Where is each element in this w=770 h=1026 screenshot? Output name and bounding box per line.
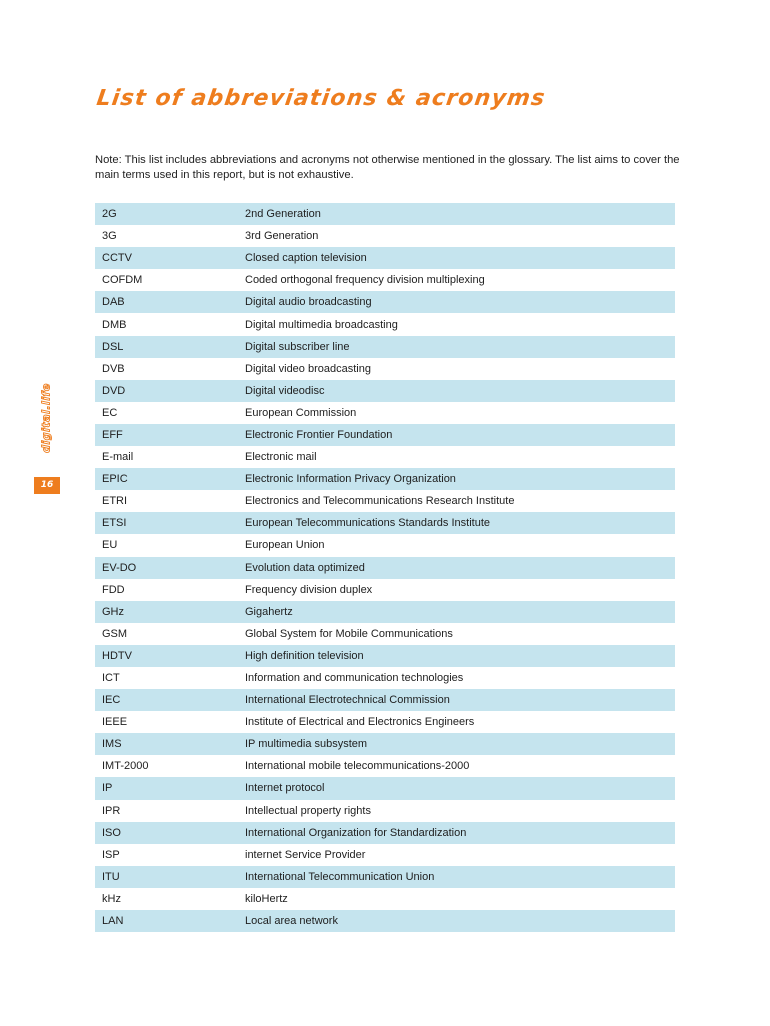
abbreviation-cell: EV-DO xyxy=(95,557,238,579)
table-row xyxy=(95,866,675,888)
meaning-cell: Digital multimedia broadcasting xyxy=(238,313,675,335)
page-number: 16 xyxy=(34,477,60,494)
meaning-cell: Electronic mail xyxy=(238,446,675,468)
meaning-cell: Gigahertz xyxy=(238,601,675,623)
meaning-cell: Frequency division duplex xyxy=(238,579,675,601)
abbreviation-cell: GHz xyxy=(95,601,238,623)
table-row xyxy=(95,601,675,623)
table-row xyxy=(95,446,675,468)
abbreviation-cell: IMT-2000 xyxy=(95,755,238,777)
table-row xyxy=(95,844,675,866)
abbreviations-table-body xyxy=(95,203,675,932)
table-row xyxy=(95,203,675,225)
abbreviation-cell: IP xyxy=(95,777,238,799)
meaning-cell: 3rd Generation xyxy=(238,225,675,247)
abbreviation-cell: DMB xyxy=(95,313,238,335)
table-row xyxy=(95,247,675,269)
table-row xyxy=(95,667,675,689)
meaning-cell: European Union xyxy=(238,534,675,556)
meaning-cell: Electronic Information Privacy Organization xyxy=(238,468,675,490)
table-row xyxy=(95,645,675,667)
table-row xyxy=(95,225,675,247)
meaning-cell: Closed caption television xyxy=(238,247,675,269)
meaning-cell: Electronics and Telecommunications Research Institute xyxy=(238,490,675,512)
abbreviation-cell: HDTV xyxy=(95,645,238,667)
abbreviation-cell: IEC xyxy=(95,689,238,711)
meaning-cell: European Commission xyxy=(238,402,675,424)
abbreviation-cell: kHz xyxy=(95,888,238,910)
abbreviation-cell: GSM xyxy=(95,623,238,645)
table-row xyxy=(95,557,675,579)
meaning-cell: Coded orthogonal frequency division multiplexing xyxy=(238,269,675,291)
table-row xyxy=(95,380,675,402)
abbreviations-table xyxy=(95,203,675,932)
meaning-cell: International Telecommunication Union xyxy=(238,866,675,888)
abbreviation-cell: DVB xyxy=(95,358,238,380)
table-row xyxy=(95,402,675,424)
abbreviation-cell: COFDM xyxy=(95,269,238,291)
abbreviation-cell: IPR xyxy=(95,800,238,822)
meaning-cell: Digital video broadcasting xyxy=(238,358,675,380)
table-row xyxy=(95,777,675,799)
abbreviation-cell: DVD xyxy=(95,380,238,402)
table-row xyxy=(95,358,675,380)
meaning-cell: Evolution data optimized xyxy=(238,557,675,579)
table-row xyxy=(95,490,675,512)
abbreviation-cell: ISO xyxy=(95,822,238,844)
table-row xyxy=(95,336,675,358)
meaning-cell: Information and communication technologies xyxy=(238,667,675,689)
meaning-cell: internet Service Provider xyxy=(238,844,675,866)
table-row xyxy=(95,733,675,755)
abbreviation-cell: 3G xyxy=(95,225,238,247)
meaning-cell: High definition television xyxy=(238,645,675,667)
note-text: Note: This list includes abbreviations and acronyms not otherwise mentioned in the glossary. The list aims to cover the main terms used in this report, but is not exhaustive. xyxy=(95,154,680,181)
abbreviation-cell: ICT xyxy=(95,667,238,689)
abbreviation-cell: EU xyxy=(95,534,238,556)
abbreviation-cell: ETRI xyxy=(95,490,238,512)
meaning-cell: Local area network xyxy=(238,910,675,932)
meaning-cell: European Telecommunications Standards Institute xyxy=(238,512,675,534)
table-row xyxy=(95,689,675,711)
table-row xyxy=(95,291,675,313)
page-title: List of abbreviations & acronyms xyxy=(95,86,548,111)
abbreviation-cell: 2G xyxy=(95,203,238,225)
meaning-cell: Digital audio broadcasting xyxy=(238,291,675,313)
table-row xyxy=(95,313,675,335)
meaning-cell: Internet protocol xyxy=(238,777,675,799)
meaning-cell: International Electrotechnical Commission xyxy=(238,689,675,711)
abbreviation-cell: FDD xyxy=(95,579,238,601)
table-row xyxy=(95,468,675,490)
table-row xyxy=(95,800,675,822)
abbreviation-cell: CCTV xyxy=(95,247,238,269)
abbreviation-cell: DSL xyxy=(95,336,238,358)
table-row xyxy=(95,512,675,534)
abbreviation-cell: ETSI xyxy=(95,512,238,534)
abbreviation-cell: EC xyxy=(95,402,238,424)
meaning-cell: Institute of Electrical and Electronics Engineers xyxy=(238,711,675,733)
table-row xyxy=(95,755,675,777)
table-row xyxy=(95,534,675,556)
meaning-cell: Global System for Mobile Communications xyxy=(238,623,675,645)
table-row xyxy=(95,579,675,601)
table-row xyxy=(95,269,675,291)
side-brand-logo: digital.life xyxy=(39,383,53,453)
table-row xyxy=(95,623,675,645)
abbreviation-cell: ISP xyxy=(95,844,238,866)
abbreviation-cell: EFF xyxy=(95,424,238,446)
meaning-cell: International mobile telecommunications-2000 xyxy=(238,755,675,777)
meaning-cell: Digital videodisc xyxy=(238,380,675,402)
meaning-cell: Intellectual property rights xyxy=(238,800,675,822)
abbreviation-cell: ITU xyxy=(95,866,238,888)
table-row xyxy=(95,910,675,932)
meaning-cell: IP multimedia subsystem xyxy=(238,733,675,755)
abbreviation-cell: DAB xyxy=(95,291,238,313)
abbreviation-cell: E-mail xyxy=(95,446,238,468)
meaning-cell: International Organization for Standardization xyxy=(238,822,675,844)
table-row xyxy=(95,888,675,910)
meaning-cell: Digital subscriber line xyxy=(238,336,675,358)
meaning-cell: kiloHertz xyxy=(238,888,675,910)
table-row xyxy=(95,711,675,733)
meaning-cell: Electronic Frontier Foundation xyxy=(238,424,675,446)
meaning-cell: 2nd Generation xyxy=(238,203,675,225)
abbreviation-cell: EPIC xyxy=(95,468,238,490)
table-row xyxy=(95,822,675,844)
abbreviation-cell: IEEE xyxy=(95,711,238,733)
abbreviation-cell: IMS xyxy=(95,733,238,755)
abbreviation-cell: LAN xyxy=(95,910,238,932)
table-row xyxy=(95,424,675,446)
